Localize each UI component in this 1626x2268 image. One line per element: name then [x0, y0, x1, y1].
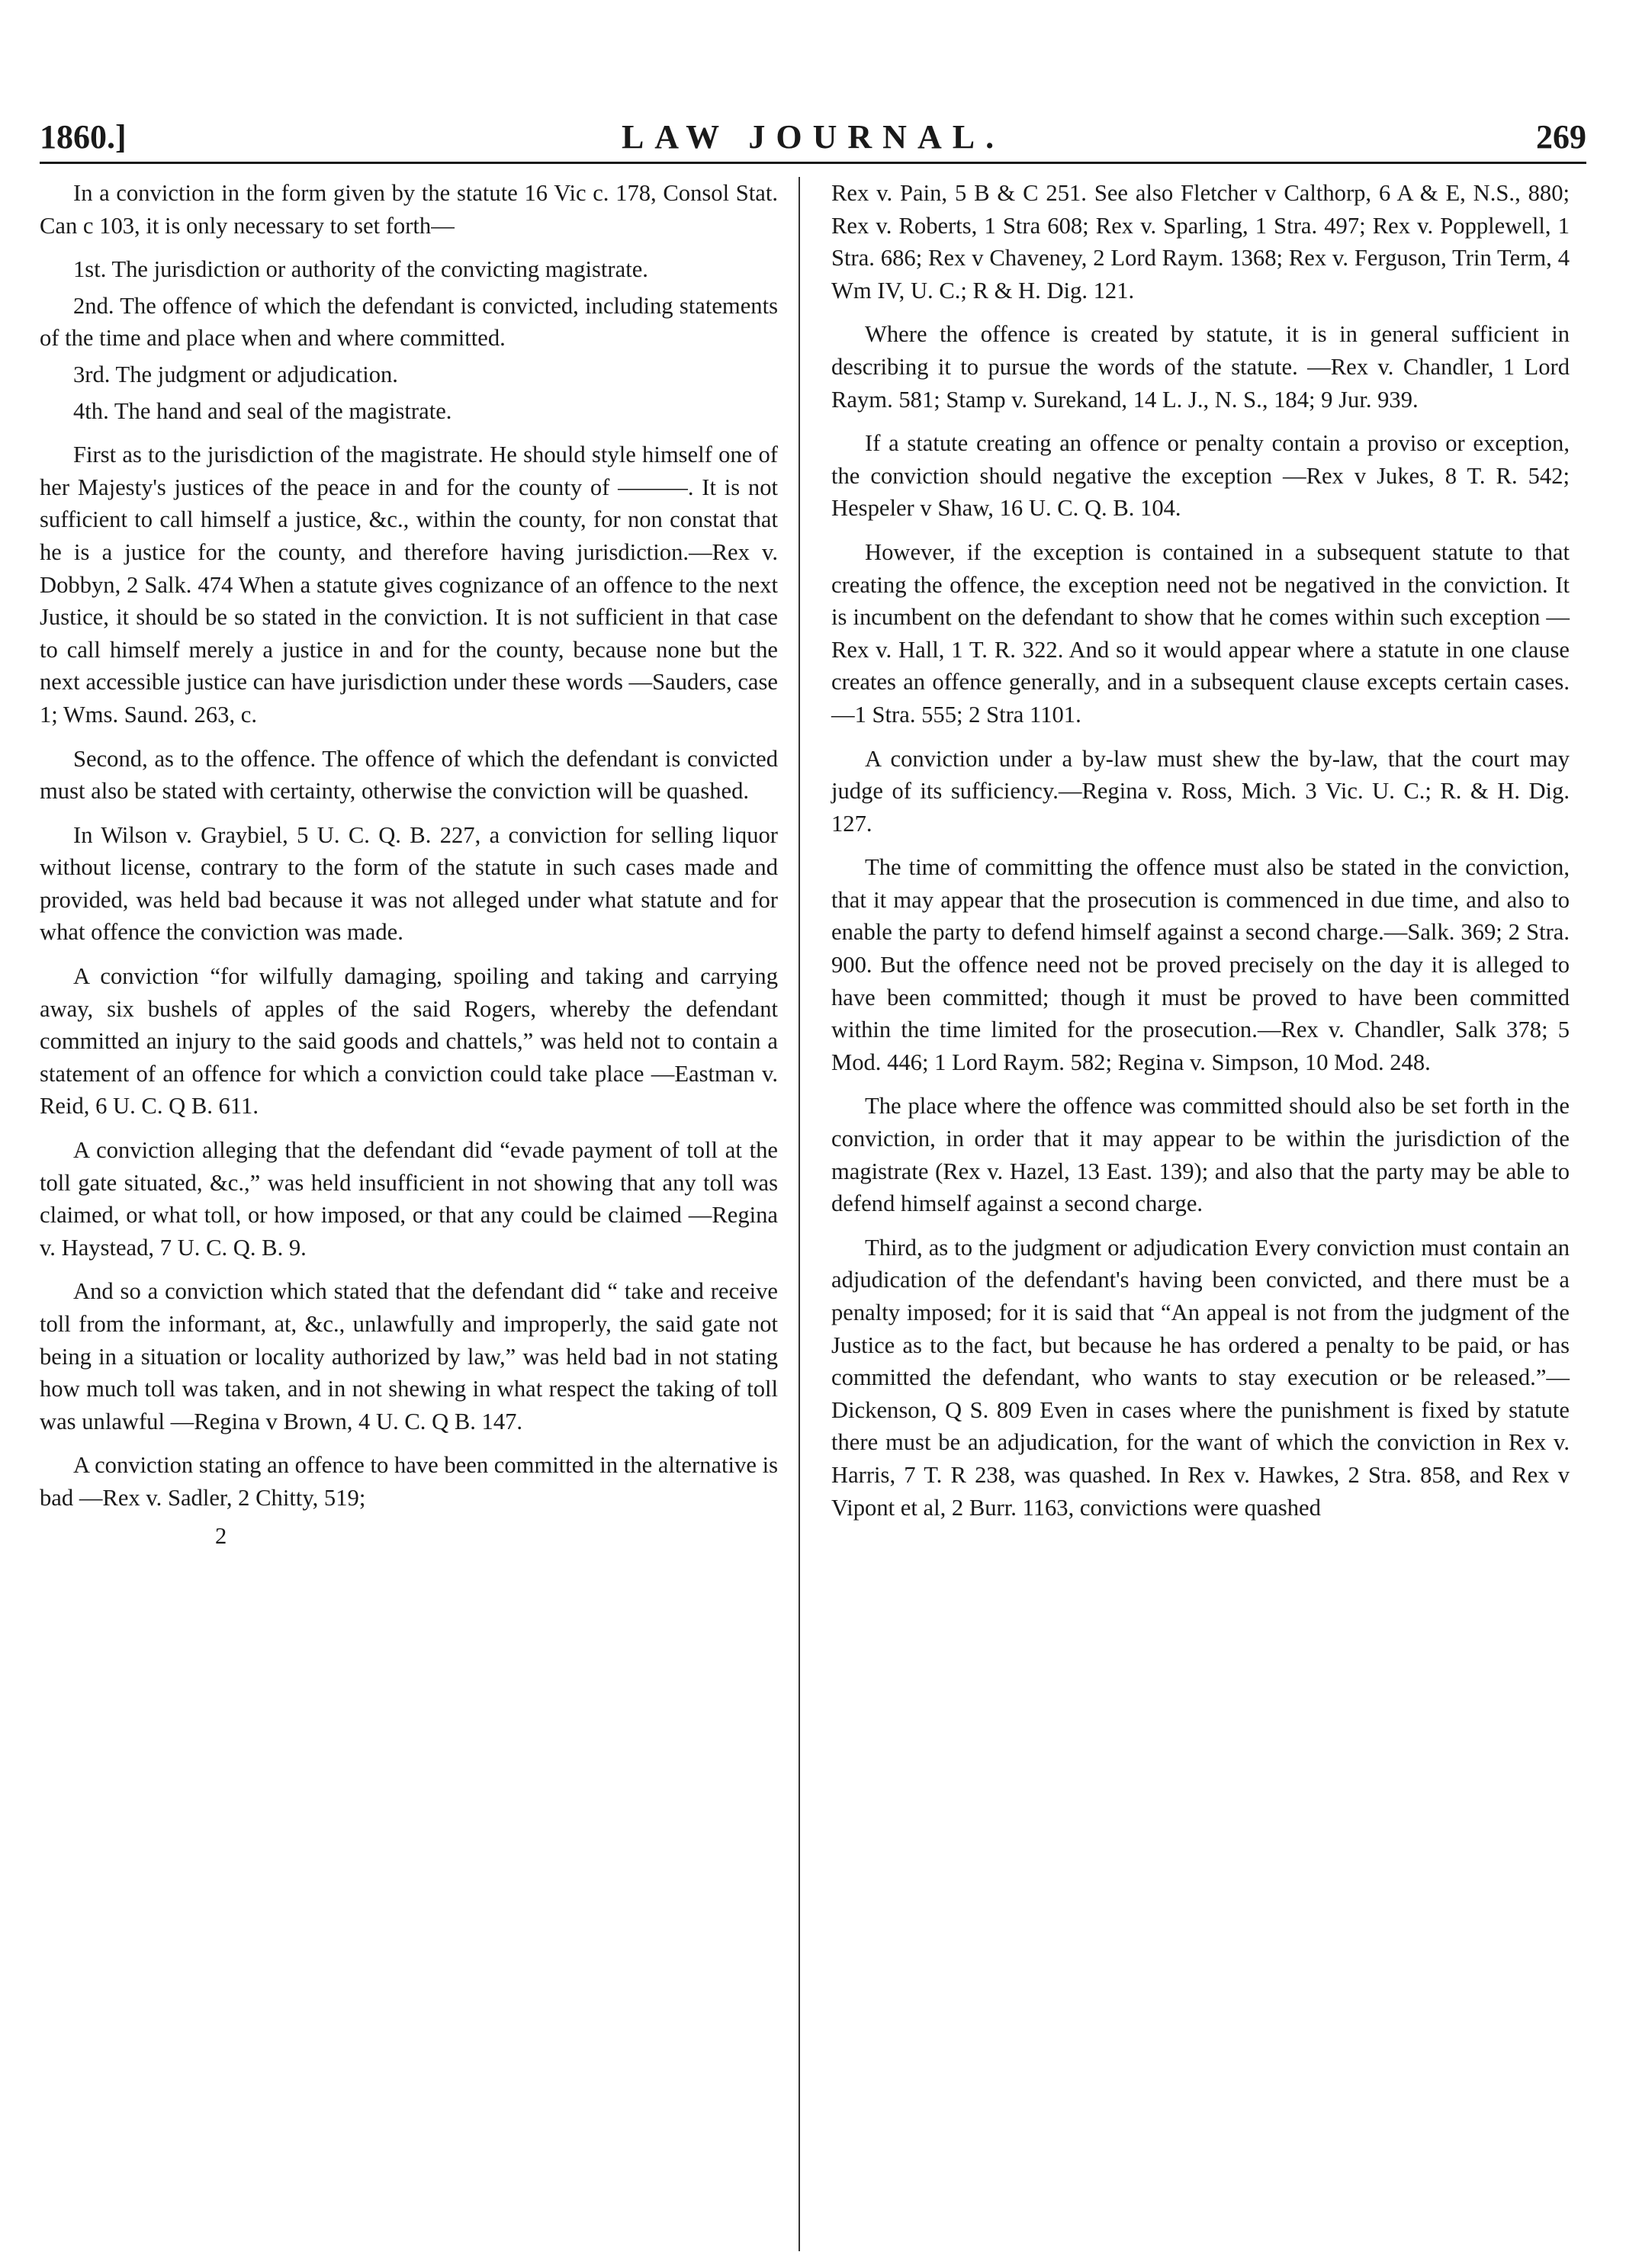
left-column — [40, 177, 778, 1563]
signature-mark: 2 — [215, 1522, 227, 1549]
paragraph: However, if the exception is contained in a subsequent statute to that creating the offence, the exception need not be negatived in the conviction. It is incumbent on the defendant to show that he comes within such exception — Rex v. Hall, 1 T. R. 322. And so it would appear where a statute in one clause creates an offence generally, and in a subsequent clause excepts certain cases.—1 Stra. 555; 2 Stra 1101. — [831, 538, 1570, 728]
journal-title: LAW JOURNAL. — [621, 118, 1005, 156]
paragraph: If a statute creating an offence or penalty contain a proviso or exception, the conviction should negative the exception —Rex v Jukes, 8 T. R. 542; Hespeler v Shaw, 16 U. C. Q. B. 104. — [831, 430, 1570, 522]
header-year: 1860.] — [40, 118, 127, 156]
paragraph: In Wilson v. Graybiel, 5 U. C. Q. B. 227, a conviction for selling liquor without license, contrary to the form of the statute in such cases made and provided, was held bad because it was not alleged under what statute and for what offence the conviction was made. — [40, 821, 778, 946]
list-item: 4th. The hand and seal of the magistrate. — [73, 397, 452, 424]
right-column — [831, 177, 1570, 1535]
paragraph: A conviction alleging that the defendant did “evade payment of toll at the toll gate situated, &c.,” was held insufficient in not showing that any toll was claimed, or what toll, or how imposed, or that any could be claimed —Regina v. Haystead, 7 U. C. Q. B. 9. — [40, 1137, 778, 1261]
paragraph: And so a conviction which stated that the defendant did “ take and receive toll from the informant, at, &c., unlawfully and improperly, the said gate not being in a situation or locality authorized by law,” was held bad in not stating how much toll was taken, and in not shewing in what respect the taking of toll was unlawful —Regina v Brown, 4 U. C. Q B. 147. — [40, 1278, 778, 1434]
paragraph: First as to the jurisdiction of the magistrate. He should style himself one of her Majesty's justices of the peace in and for the county of ———. It is not sufficient to call himself a justice, &c., within the county, for non constat that he is a justice for the county, and therefore having jurisdiction.—Rex v. Dobbyn, 2 Salk. 474 When a statute gives cognizance of an offence to the next Justice, it should be so stated in the conviction. It is not sufficient in that case to call himself merely a justice in and for the county, because none but the next accessible justice can have jurisdiction under these words —Sauders, case 1; Wms. Saund. 263, c. — [40, 442, 778, 728]
paragraph: The time of committing the offence must also be stated in the conviction, that it may appear that the prosecution is commenced in due time, and also to enable the party to defend himself against a second charge.—Salk. 369; 2 Stra. 900. But the offence need not be proved precisely on the day it is alleged to have been committed; though it must be proved to have been committed within the time limited for the prosecution.—Rex v. Chandler, Salk 378; 5 Mod. 446; 1 Lord Raym. 582; Regina v. Simpson, 10 Mod. 248. — [831, 854, 1570, 1075]
paragraph: A conviction “for wilfully damaging, spoiling and taking and carrying away, six bushels of apples of the said Rogers, whereby the defendant committed an injury to the said goods and chattels,” was held not to contain a statement of an offence for which a conviction could take place —Eastman v. Reid, 6 U. C. Q B. 611. — [40, 963, 778, 1120]
paragraph: Rex v. Pain, 5 B & C 251. See also Fletcher v Calthorp, 6 A & E, N.S., 880; Rex v. Roberts, 1 Stra 608; Rex v. Sparling, 1 Stra. 497; Rex v. Popplewell, 1 Stra. 686; Rex v Chaveney, 2 Lord Raym. 1368; Rex v. Ferguson, Trin Term, 4 Wm IV, U. C.; R & H. Dig. 121. — [831, 180, 1570, 304]
column-rule — [799, 177, 800, 2251]
paragraph: Third, as to the judgment or adjudication Every conviction must contain an adjudication of the defendant's having been convicted, and there must be a penalty imposed; for it is said that “An appeal is not from the judgment of the Justice as to the fact, but because he has ordered a penalty to be paid, or has committed the defendant, who wants to stay execution or be released.”—Dickenson, Q S. 809 Even in cases where the punishment is fixed by statute there must be an adjudication, for the want of which the conviction in Rex v. Harris, 7 T. R 238, was quashed. In Rex v. Hawkes, 2 Stra. 858, and Rex v Vipont et al, 2 Burr. 1163, convictions were quashed — [831, 1234, 1570, 1521]
paragraph: Where the offence is created by statute, it is in general sufficient in describing it to pursue the words of the statute. —Rex v. Chandler, 1 Lord Raym. 581; Stamp v. Surekand, 14 L. J., N. S., 184; 9 Jur. 939. — [831, 321, 1570, 413]
list-item: 1st. The jurisdiction or authority of the convicting magistrate. — [73, 256, 648, 283]
page-number: 269 — [1536, 118, 1586, 156]
paragraph: A conviction under a by-law must shew the by-law, that the court may judge of its sufficiency.—Regina v. Ross, Mich. 3 Vic. U. C.; R. & H. Dig. 127. — [831, 745, 1570, 837]
running-header — [40, 114, 1586, 164]
paragraph: Second, as to the offence. The offence of which the defendant is convicted must also be stated with certainty, otherwise the conviction will be quashed. — [40, 745, 778, 805]
list-item: 2nd. The offence of which the defendant is convicted, including statements of the time and place when and where committed. — [40, 292, 778, 352]
paragraph: The place where the offence was committed should also be set forth in the conviction, in order that it may appear to be within the jurisdiction of the magistrate (Rex v. Hazel, 13 East. 139); and also that the party may be able to defend himself against a second charge. — [831, 1093, 1570, 1217]
list-item: 3rd. The judgment or adjudication. — [73, 361, 398, 387]
paragraph: A conviction stating an offence to have been committed in the alternative is bad —Rex v. Sadler, 2 Chitty, 519; — [40, 1452, 778, 1511]
paragraph: In a conviction in the form given by the statute 16 Vic c. 178, Consol Stat. Can c 103, it is only necessary to set forth— — [40, 180, 778, 239]
